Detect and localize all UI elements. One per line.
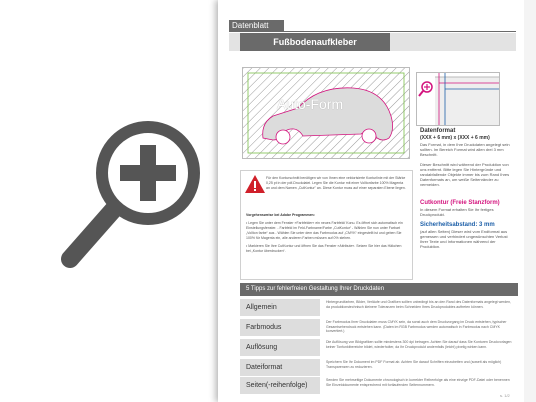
shape-label: Auto-Form bbox=[277, 96, 344, 112]
tip-text: Hintergrundfarben, Bilder, Verläufe und Grafiken sollten unbedingt bis an den Rand des Datenformats angelegt werden, da produktionstechnisch kleinere Toleranzen beim Schneiden Ihres Druckproduktes auftreten können. bbox=[326, 300, 512, 309]
contour-text: In diesem Format erhalten Sie Ihr fertiges Druckprodukt. bbox=[420, 207, 494, 217]
contour-section bbox=[420, 200, 512, 217]
page-title: Fußbodenaufkleber bbox=[240, 33, 390, 51]
page-number: s. 1/2 bbox=[500, 393, 510, 398]
tip-text: Der Farbmodus Ihrer Druckdaten muss CMYK sein, da sonst auch dem Druckvorgang im Druck entstehen, typischer Gesamtsehendruck entstehen kann. (Daten im RGB Farbmodus werden automatisch in Farbmodus nach CMYK konvertiert.) bbox=[326, 320, 507, 334]
tip-label: Farbmodus bbox=[240, 319, 320, 336]
tip-row bbox=[240, 338, 518, 358]
tip-label: Auflösung bbox=[240, 339, 320, 356]
tip-row bbox=[240, 376, 518, 396]
header-line bbox=[229, 31, 516, 32]
safety-title: Sicherheitsabstand: 3 mm bbox=[420, 222, 495, 228]
safety-section bbox=[420, 222, 512, 249]
safety-text: (auf allen Seiten) Dieser wird vom Endformat aus gemessen und verhindert ungewünschten Verlust Ihrer Texte und Informationen während der Produktion. bbox=[420, 229, 508, 249]
tip-label: Seiten(-reihenfolge) bbox=[240, 377, 320, 394]
tip-row bbox=[240, 298, 518, 318]
format-diagram bbox=[242, 67, 410, 159]
datasheet-tab: Datenblatt bbox=[229, 20, 284, 31]
tip-text: Senden Sie mehrseitige Dokumente chronologisch in korrekter Reihenfolge als eine einzige PDF-Datei oder benennen Sie Einzeldokumente entsprechend mit fortlaufenden Seitennummern. bbox=[326, 378, 510, 387]
tip-row bbox=[240, 358, 518, 378]
crop-text: Dieser Beschnitt wird während der Produktion von uns entfernt. Bitte legen Sie Hintergründe und randabfallende Objekte immer bis zum Rand Ihres Datenformats an, um weiße Seitenränder zu vermeiden. bbox=[420, 162, 510, 187]
page-edge bbox=[524, 0, 536, 402]
corner-detail bbox=[416, 72, 500, 126]
warning-steps bbox=[246, 213, 406, 254]
warning-triangle-icon bbox=[244, 174, 266, 194]
tip-row bbox=[240, 318, 518, 338]
format-title: Datenformat bbox=[420, 128, 456, 134]
tip-text: Speichern Sie Ihr Dokument im PDF Format ab. Achten Sie darauf Schriften einzubetten und (soweit als möglich) Transparenzen zu reduzieren. bbox=[326, 360, 502, 369]
tip-text: Die Auflösung von Bildgrafiken sollte mindestens 300 dpi betragen. Achten Sie darauf dass Sie Konturen Druckvorlagen keiner Tonfunktbereiche bildet, wiederholter, da Ihr Druckprodukt andernfalls (leicht) pixelig wirken kann. bbox=[326, 340, 512, 349]
tip-label: Dateiformat bbox=[240, 359, 320, 376]
format-formula: (XXX + 6 mm) x (XXX + 6 mm) bbox=[420, 135, 490, 141]
format-section bbox=[420, 128, 512, 157]
tip-label: Allgemein bbox=[240, 299, 320, 316]
warning-step: • Markieren Sie Ihre CutKontur und öffnen Sie das Fenster »Attribute«. Setzen Sie hier das Häkchen bei „Kontur überdrucken“. bbox=[246, 244, 402, 253]
contour-title: Cutkontur (Freie Stanzform) bbox=[420, 200, 500, 206]
zoom-in-magnifier-icon[interactable] bbox=[56, 115, 206, 275]
warning-step: • Legen Sie unter dem Fenster »Farbfelder« ein neues Farbfeld/ Konu. Es öffnet sich automatisch ein Einstellungsfenster. - Farbfeld im Feld-Farbname/Farbe „CutKontur“ - Wählen Sie nun unter Farbart „Vollton farbe“ aus - Wählen Sie unter dem das Farbmodus auf „CMYK“ eingestellt ist und geben Sie 100% für Magenta ein, alle anderen Farben müssen auf 0% stehen. bbox=[246, 221, 403, 240]
warning-intro: Für den Konturschnitt benötigen wir von Ihnen eine vektorisierte Konturlinie mit der Stärke 0,25 pt in der pdf-Druckdatei. Legen Sie die Kontur mit einer Volltonfarbe 100% Magenta an und dem Namen „CutKontur" an. Diese Kontur muss auf einer separaten Ebene liegen. bbox=[266, 176, 406, 190]
warning-heading: Vorgehensweise bei Adobe Programmen: bbox=[246, 213, 315, 217]
format-text: Das Format, in dem Ihre Druckdaten angelegt sein sollten. Im Bereich Format wird allen drei 3 mm Beschnitt. bbox=[420, 142, 510, 157]
tips-title: 5 Tipps zur fehlerfreien Gestaltung Ihrer Druckdaten bbox=[240, 283, 518, 296]
